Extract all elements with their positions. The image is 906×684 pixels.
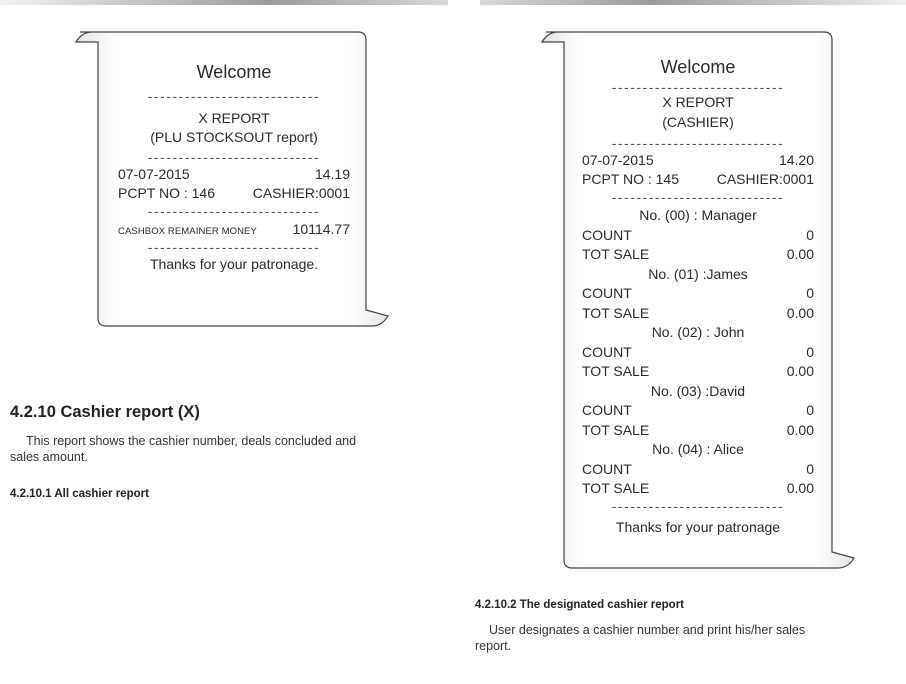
report-name: X REPORT — [198, 110, 270, 126]
pcpt-row — [118, 185, 350, 201]
divider: ---------------------------- — [147, 88, 321, 104]
description-line-1: User designates a cashier number and print his/her sales — [489, 623, 806, 637]
cashier-group — [582, 382, 814, 441]
divider: ---------------------------- — [611, 78, 785, 95]
subsection-heading-2: 4.2.10.2 The designated cashier report — [475, 599, 684, 611]
report-date: 07-07-2015 — [118, 166, 190, 182]
description-line-2: report. — [475, 639, 512, 653]
count-value: 0 — [806, 402, 814, 418]
count-value: 0 — [806, 285, 814, 301]
sale-value: 0.00 — [786, 246, 814, 262]
report-time: 14.20 — [778, 151, 814, 168]
receipt-plu-stocksout — [72, 28, 390, 328]
sale-row — [582, 304, 814, 324]
thanks-message: Thanks for your patronage — [615, 519, 781, 535]
receipt-cashier — [538, 28, 856, 570]
pcpt-number: PCPT NO : 145 — [582, 171, 680, 187]
count-label: COUNT — [582, 460, 632, 477]
cashier-id: CASHIER:0001 — [716, 171, 814, 187]
sale-label: TOT SALE — [582, 246, 650, 262]
thanks-message: Thanks for your patronage. — [149, 256, 319, 272]
cashier-header: No. (04) : Alice — [652, 441, 744, 457]
cashier-group — [582, 323, 814, 382]
sale-label: TOT SALE — [582, 480, 650, 496]
sale-label: TOT SALE — [582, 363, 650, 379]
pcpt-number: PCPT NO : 146 — [118, 185, 216, 201]
subsection-description — [475, 622, 895, 654]
cashbox-label: CASHBOX REMAINER MONEY — [118, 226, 257, 237]
count-label: COUNT — [582, 343, 632, 360]
report-type: (CASHIER) — [662, 113, 734, 130]
cashbox-value: 10114.77 — [292, 221, 350, 237]
report-time: 14.19 — [314, 166, 350, 182]
count-row — [582, 284, 814, 304]
report-type: (PLU STOCKSOUT report) — [150, 129, 318, 145]
sale-label: TOT SALE — [582, 304, 650, 321]
count-label: COUNT — [582, 226, 632, 243]
report-date: 07-07-2015 — [582, 151, 654, 168]
sale-value: 0.00 — [786, 363, 814, 379]
cashbox-row — [118, 221, 350, 237]
sale-row — [582, 421, 814, 441]
sale-value: 0.00 — [786, 421, 814, 438]
cashier-groups — [582, 206, 814, 499]
cashier-id: CASHIER:0001 — [252, 185, 350, 201]
count-row — [582, 401, 814, 421]
sale-row — [582, 362, 814, 382]
count-value: 0 — [806, 460, 814, 477]
sale-value: 0.00 — [786, 480, 814, 496]
divider: ---------------------------- — [147, 203, 321, 219]
count-row — [582, 343, 814, 363]
sale-row — [582, 245, 814, 265]
section-heading: 4.2.10 Cashier report (X) — [10, 403, 200, 421]
count-row — [582, 226, 814, 246]
cashier-group — [582, 440, 814, 499]
cashier-group — [582, 206, 814, 265]
divider: ---------------------------- — [147, 149, 321, 165]
section-description — [10, 433, 450, 465]
date-time-row — [118, 166, 350, 182]
top-rule-left — [0, 0, 448, 5]
report-name: X REPORT — [662, 94, 734, 110]
count-value: 0 — [806, 226, 814, 243]
subsection-heading-1: 4.2.10.1 All cashier report — [10, 488, 149, 500]
sale-label: TOT SALE — [582, 421, 650, 438]
top-rule-right — [480, 0, 906, 5]
sale-value: 0.00 — [786, 304, 814, 321]
count-label: COUNT — [582, 285, 632, 301]
cashier-header: No. (03) :David — [650, 382, 746, 399]
cashier-header: No. (02) : John — [651, 324, 745, 340]
count-row — [582, 460, 814, 480]
cashier-group — [582, 265, 814, 324]
divider: ---------------------------- — [147, 239, 321, 255]
receipt-title: Welcome — [196, 62, 272, 82]
divider: ---------------------------- — [611, 188, 785, 205]
cashier-header: No. (01) :James — [648, 265, 748, 282]
divider: ---------------------------- — [611, 497, 785, 514]
divider: ---------------------------- — [611, 135, 785, 151]
description-line-2: sales amount. — [10, 450, 88, 464]
receipt-title: Welcome — [660, 57, 736, 77]
count-label: COUNT — [582, 402, 632, 418]
cashier-header: No. (00) : Manager — [639, 207, 757, 223]
description-line-1: This report shows the cashier number, deals concluded and — [26, 434, 357, 448]
count-value: 0 — [806, 343, 814, 360]
